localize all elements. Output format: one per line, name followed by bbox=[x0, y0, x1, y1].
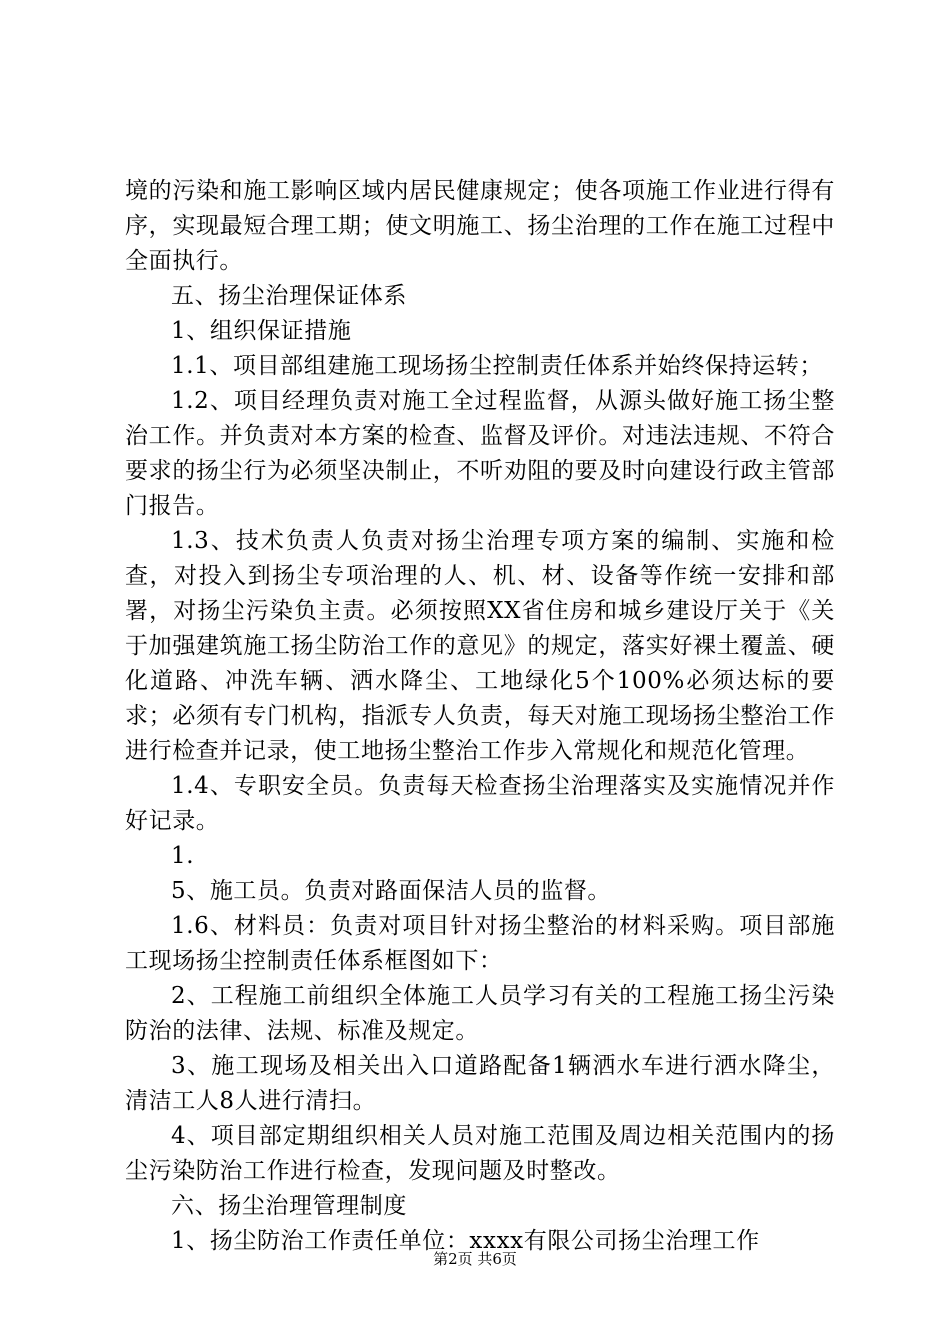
paragraph: 1、扬尘防治工作责任单位：xxxx有限公司扬尘治理工作 bbox=[171, 1228, 760, 1254]
document-body bbox=[125, 174, 835, 1259]
section-heading: 五、扬尘治理保证体系 bbox=[171, 283, 407, 309]
paragraph: 2、工程施工前组织全体施工人员学习有关的工程施工扬尘污染防治的法律、法规、标准及规定。 bbox=[125, 983, 835, 1044]
subsection-heading: 1、组织保证措施 bbox=[171, 318, 352, 344]
paragraph: 1.4、专职安全员。负责每天检查扬尘治理落实及实施情况并作好记录。 bbox=[125, 773, 835, 834]
paragraph: 5、施工员。负责对路面保洁人员的监督。 bbox=[171, 878, 612, 904]
section-heading: 六、扬尘治理管理制度 bbox=[171, 1193, 407, 1219]
paragraph: 3、施工现场及相关出入口道路配备1辆洒水车进行洒水降尘，清洁工人8人进行清扫。 bbox=[125, 1053, 835, 1114]
paragraph: 1. bbox=[171, 843, 195, 869]
paragraph: 1.3、技术负责人负责对扬尘治理专项方案的编制、实施和检查，对投入到扬尘专项治理的人、机、材、设备等作统一安排和部署，对扬尘污染负主责。必须按照XX省住房和城乡建设厅关于《关于加强建筑施工扬尘防治工作的意见》的规定，落实好裸土覆盖、硬化道路、冲洗车辆、洒水降尘、工地绿化5个100%必须达标的要求；必须有专门机构，指派专人负责，每天对施工现场扬尘整治工作进行检查并记录，使工地扬尘整治工作步入常规化和规范化管理。 bbox=[125, 528, 835, 764]
paragraph: 1.2、项目经理负责对施工全过程监督，从源头做好施工扬尘整治工作。并负责对本方案的检查、监督及评价。对违法违规、不符合要求的扬尘行为必须坚决制止，不听劝阻的要及时向建设行政主管部门报告。 bbox=[125, 388, 835, 519]
paragraph: 1.1、项目部组建施工现场扬尘控制责任体系并始终保持运转； bbox=[171, 353, 823, 379]
paragraph: 4、项目部定期组织相关人员对施工范围及周边相关范围内的扬尘污染防治工作进行检查，发现问题及时整改。 bbox=[125, 1123, 835, 1184]
paragraph: 境的污染和施工影响区域内居民健康规定；使各项施工作业进行得有序，实现最短合理工期；使文明施工、扬尘治理的工作在施工过程中全面执行。 bbox=[125, 178, 835, 274]
page-footer bbox=[0, 1249, 950, 1269]
paragraph: 1.6、材料员：负责对项目针对扬尘整治的材料采购。项目部施工现场扬尘控制责任体系框图如下： bbox=[125, 913, 835, 974]
page-number-label: 第2页 共6页 bbox=[433, 1250, 517, 1268]
